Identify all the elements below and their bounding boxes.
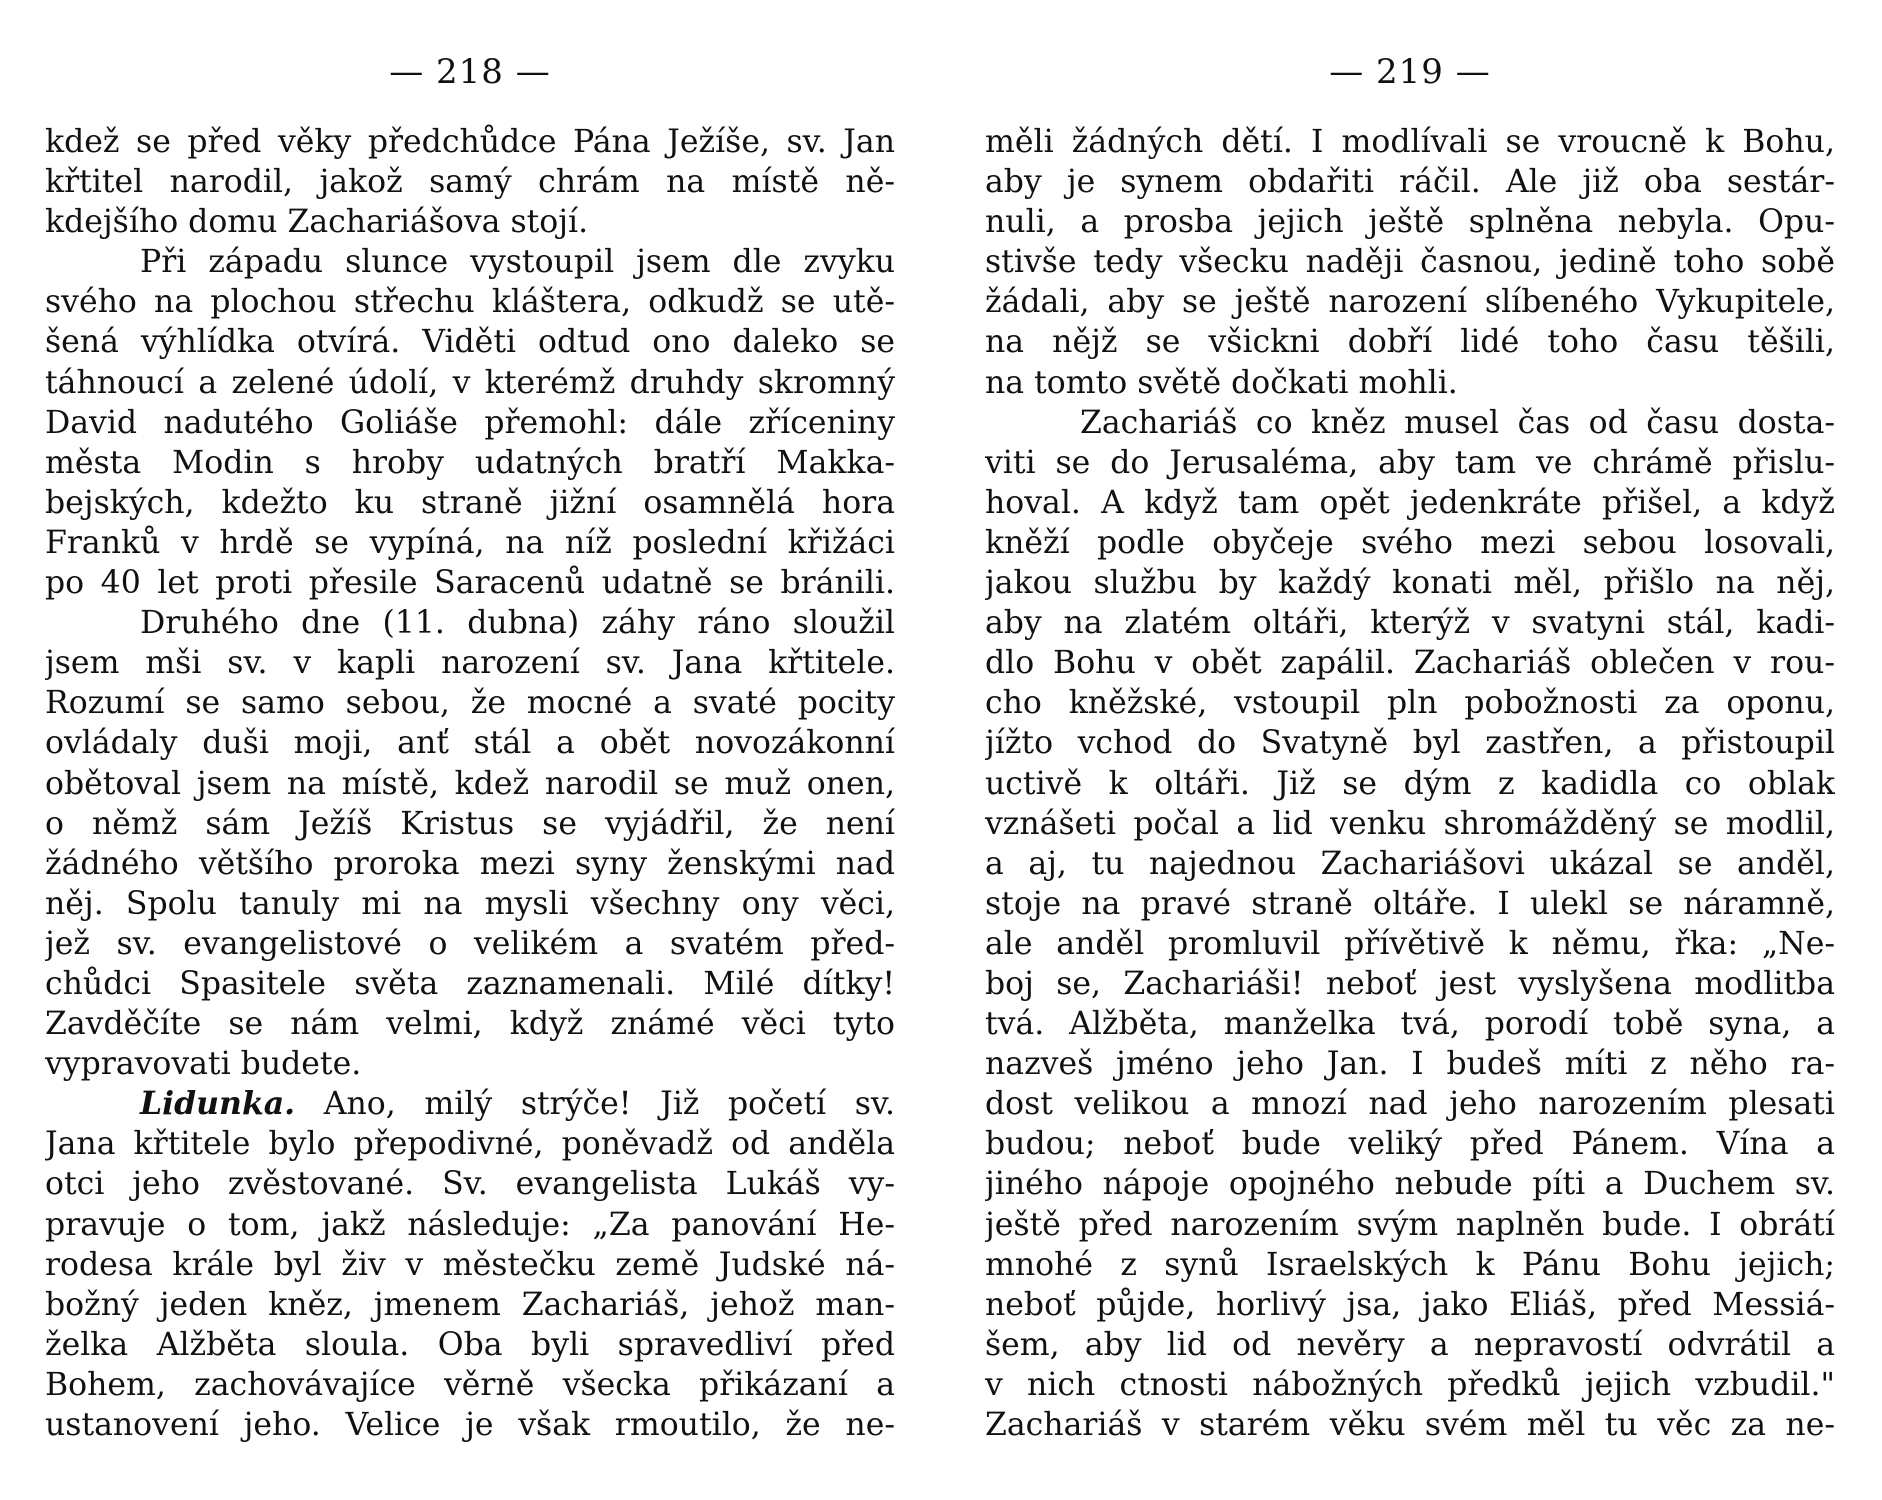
text-line: boj se, Zachariáši! neboť jest vyslyšena modlitba	[985, 965, 1835, 1002]
text-line: Zavděčíte se nám velmi, když známé věci tyto	[45, 1006, 895, 1043]
text-line: hoval. A když tam opět jedenkráte přišel, a když	[985, 484, 1835, 521]
text-line: táhnoucí a zelené údolí, v kterémž druhdy skromný	[45, 364, 895, 401]
text-line: uctivě k oltáři. Již se dým z kadidla co oblak	[985, 765, 1835, 802]
text-line: něj. Spolu tanuly mi na mysli všechny ony věci,	[45, 885, 895, 922]
text-line: svého na plochou střechu kláštera, odkudž se utě-	[45, 284, 895, 321]
text-line: otci jeho zvěstované. Sv. evangelista Lukáš vy-	[45, 1166, 895, 1203]
text-line: ovládaly duši moji, anť stál a obět novozákonní	[45, 725, 895, 762]
text-line: jížto vchod do Svatyně byl zastřen, a přistoupil	[985, 725, 1835, 762]
text-line: nuli, a prosba jejich ještě splněna nebyla. Opu-	[985, 204, 1835, 241]
text-line: nazveš jméno jeho Jan. I budeš míti z něho ra-	[985, 1046, 1835, 1083]
text-line: Jana křtitele bylo přepodivné, poněvadž od anděla	[45, 1126, 895, 1163]
text-line: chůdci Spasitele světa zaznamenali. Milé dítky!	[45, 965, 895, 1002]
text-line: vypravovati budete.	[45, 1046, 362, 1083]
text-line: ještě před narozením svým naplněn bude. I obrátí	[985, 1206, 1835, 1243]
text-line: pravuje o tom, jakž následuje: „Za panování He-	[45, 1206, 895, 1243]
text-line: měli žádných dětí. I modlívali se vroucně k Bohu,	[985, 124, 1835, 160]
text-line: aby je synem obdařiti ráčil. Ale již oba sestár-	[985, 164, 1835, 201]
text-line: Zachariáš co kněz musel čas od času dosta-	[1080, 404, 1835, 441]
page-text	[985, 122, 1835, 1445]
text-line: dost velikou a mnozí nad jeho narozením plesati	[985, 1086, 1835, 1123]
text-line: na tomto světě dočkati mohli.	[985, 364, 1458, 401]
text-line: jsem mši sv. v kapli narození sv. Jana křtitele.	[45, 645, 895, 682]
text-line: tvá. Alžběta, manželka tvá, porodí tobě syna, a	[985, 1006, 1835, 1043]
text-line: Bohem, zachovávajíce věrně všecka přikázaní a	[45, 1366, 895, 1403]
text-line: na nějž se všickni dobří lidé toho času těšili,	[985, 324, 1835, 361]
text-line: a aj, tu najednou Zachariášovi ukázal se anděl,	[985, 845, 1835, 882]
text-line: dlo Bohu v obět zapálil. Zachariáš oblečen v rou-	[985, 645, 1835, 682]
text-line: Lidunka. Ano, milý strýče! Již početí sv.	[140, 1085, 895, 1123]
text-line: mnohé z synů Israelských k Pánu Bohu jejich;	[985, 1246, 1835, 1283]
text-line: Rozumí se samo sebou, že mocné a svaté pocity	[45, 685, 895, 722]
text-line: Druhého dne (11. dubna) záhy ráno sloužil	[140, 605, 895, 642]
text-line: o němž sám Ježíš Kristus se vyjádřil, že není	[45, 805, 895, 842]
text-line: aby na zlatém oltáři, kterýž v svatyni stál, kadi-	[985, 605, 1835, 642]
text-line: budou; neboť bude veliký před Pánem. Vína a	[985, 1126, 1835, 1163]
text-line: cho kněžské, vstoupil pln pobožnosti za oponu,	[985, 685, 1835, 722]
text-line: Zachariáš v starém věku svém měl tu věc za ne-	[985, 1407, 1835, 1443]
text-line: kdež se před věky předchůdce Pána Ježíše, sv. Jan	[45, 124, 895, 160]
text-line: vznášeti počal a lid venku shromážděný se modlil,	[985, 805, 1835, 842]
text-line: želka Alžběta sloula. Oba byli spravedliví před	[45, 1326, 895, 1363]
text-line: šem, aby lid od nevěry a nepravostí odvrátil a	[985, 1326, 1835, 1363]
text-line: ale anděl promluvil přívětivě k němu, řka: „Ne-	[985, 925, 1835, 962]
text-line: ustanovení jeho. Velice je však rmoutilo, že ne-	[45, 1407, 895, 1443]
page-number: — 218 —	[389, 52, 551, 92]
page-text	[45, 122, 895, 1445]
text-line: neboť půjde, horlivý jsa, jako Eliáš, před Messiá-	[985, 1286, 1835, 1323]
text-line: viti se do Jerusaléma, aby tam ve chrámě přislu-	[985, 444, 1835, 481]
text-line: jež sv. evangelistové o velikém a svatém před-	[45, 925, 895, 962]
left-page	[45, 0, 895, 1500]
text-line: stoje na pravé straně oltáře. I ulekl se náramně,	[985, 885, 1835, 922]
text-line: bejských, kdežto ku straně jižní osamnělá hora	[45, 484, 895, 521]
text-line: žádali, aby se ještě narození slíbeného Vykupitele,	[985, 284, 1835, 321]
text-line: křtitel narodil, jakož samý chrám na místě ně-	[45, 164, 895, 201]
text-line: v nich ctnosti nábožných předků jejich vzbudil."	[985, 1366, 1835, 1403]
text-line: božný jeden kněz, jmenem Zachariáš, jehož man-	[45, 1286, 895, 1323]
speaker-name: Lidunka.	[140, 1085, 296, 1123]
text-line: jiného nápoje opojného nebude píti a Duchem sv.	[985, 1166, 1835, 1203]
text-line: stivše tedy všecku naději časnou, jedině toho sobě	[985, 244, 1835, 281]
text-line: kněží podle obyčeje svého mezi sebou losovali,	[985, 524, 1835, 561]
text-line: Franků v hrdě se vypíná, na níž poslední křižáci	[45, 524, 895, 561]
text-line: Při západu slunce vystoupil jsem dle zvyku	[140, 244, 895, 281]
text-line: obětoval jsem na místě, kdež narodil se muž onen,	[45, 765, 895, 802]
page-number: — 219 —	[1329, 52, 1491, 92]
text-line: rodesa krále byl živ v městečku země Judské ná-	[45, 1246, 895, 1283]
text-line: po 40 let proti přesile Saracenů udatně se bránili.	[45, 565, 895, 602]
text-line: David nadutého Goliáše přemohl: dále zříceniny	[45, 404, 895, 441]
right-page	[985, 0, 1835, 1500]
text-line: jakou službu by každý konati měl, přišlo na něj,	[985, 565, 1835, 602]
text-line: kdejšího domu Zachariášova stojí.	[45, 204, 589, 241]
text-line: žádného většího proroka mezi syny ženskými nad	[45, 845, 895, 882]
text-line: šená výhlídka otvírá. Viděti odtud ono daleko se	[45, 324, 895, 361]
text-line: města Modin s hroby udatných bratří Makka-	[45, 444, 895, 481]
